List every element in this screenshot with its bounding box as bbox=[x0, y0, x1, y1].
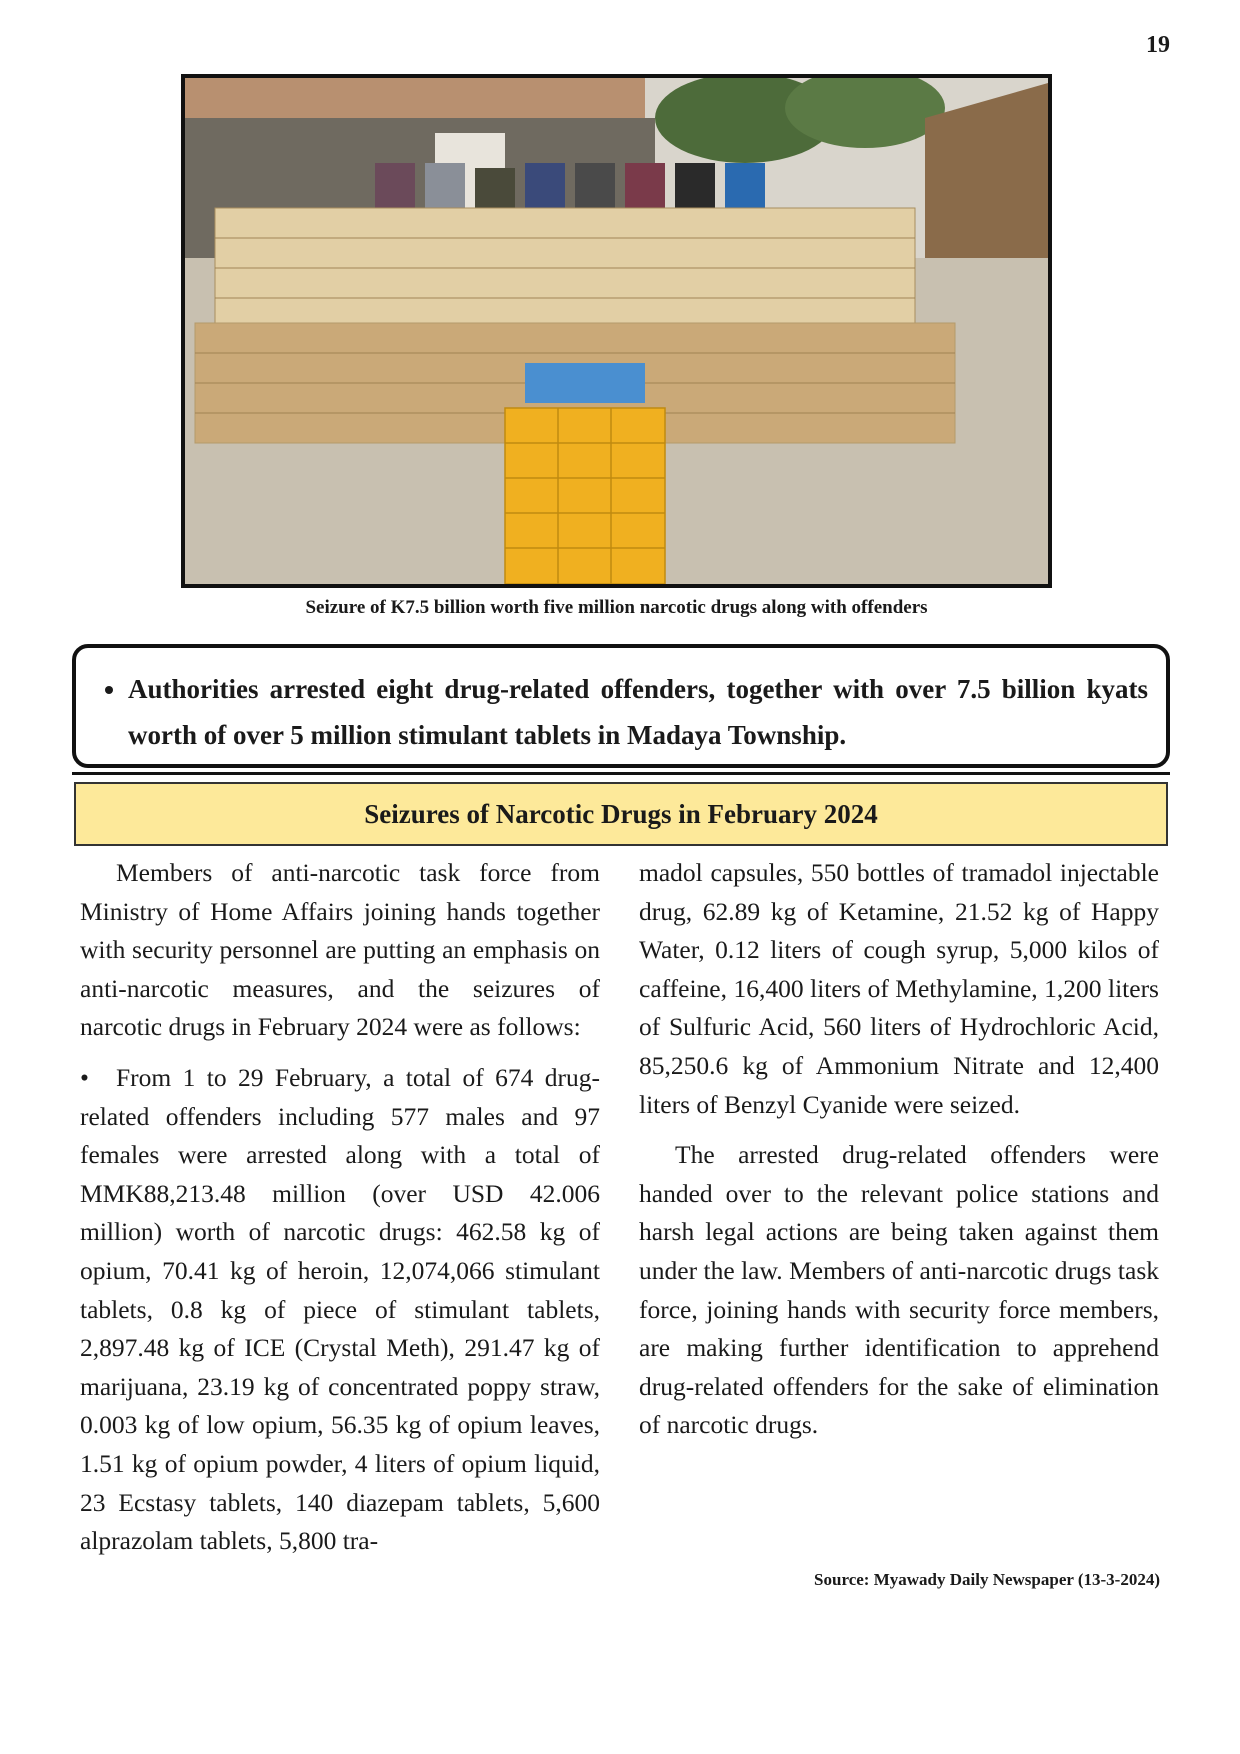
highlight-list bbox=[76, 648, 1166, 758]
highlight-text: • Authorities arrested eight drug-related offenders, together with over 7.5 billion kyats worth of over 5 million stimulant tablets in Madaya Township. bbox=[128, 666, 1148, 758]
highlight-underline bbox=[72, 772, 1170, 775]
page-number: 19 bbox=[1146, 32, 1170, 58]
bullet-text: From 1 to 29 February, a total of 674 drug-related offenders including 577 males and 97 females were arrested along with a total of MMK88,213.48 million (over USD 42.006 million) worth of narcotic drugs: 462.58 kg of opium, 70.41 kg of heroin, 12,074,066 stimulant tablets, 0.8 kg of piece of stimulant tablets, 2,897.48 kg of ICE (Crystal Meth), 291.47 kg of marijuana, 23.19 kg of concentrated poppy straw, 0.003 kg of low opium, 56.35 kg of opium leaves, 1.51 kg of opium powder, 4 liters of opium liquid, 23 Ecstasy tablets, 140 diazepam tablets, 5,600 alprazolam tablets, 5,800 tra- bbox=[80, 1062, 600, 1556]
intro-paragraph: Members of anti-narcotic task force from Ministry of Home Affairs joining hands together with security personnel are putting an emphasis on anti-narcotic measures, and the seizures of narcotic drugs in February 2024 were as follows: bbox=[80, 858, 600, 1042]
closing-paragraph: The arrested drug-related offenders were handed over to the relevant police stations and harsh legal actions are being taken against them under the law. Members of anti-narcotic drugs task force, joining hands with security force members, are making further identification to apprehend drug-related offenders for the sake of elimination of narcotic drugs. bbox=[639, 1140, 1159, 1440]
left-column bbox=[80, 854, 600, 1561]
photo-caption: Seizure of K7.5 billion worth five million narcotic drugs along with offenders bbox=[305, 597, 928, 618]
section-title: Seizures of Narcotic Drugs in February 2024 bbox=[74, 782, 1168, 846]
seizure-photo bbox=[181, 74, 1052, 588]
right-column bbox=[639, 854, 1159, 1445]
highlight-box bbox=[72, 644, 1170, 768]
yellow-packages bbox=[505, 408, 665, 584]
bullet-glyph: • bbox=[80, 1062, 89, 1092]
seizure-photo-illustration bbox=[185, 78, 1048, 584]
bullet-continuation: madol capsules, 550 bottles of tramadol injectable drug, 62.89 kg of Ketamine, 21.52 kg of Happy Water, 0.12 liters of cough syrup, 5,000 kilos of caffeine, 16,400 liters of Methylamine, 1,200 liters of Sulfuric Acid, 560 liters of Hydrochloric Acid, 85,250.6 kg of Ammonium Nitrate and 12,400 liters of Benzyl Cyanide were seized. bbox=[639, 858, 1159, 1119]
source-credit: Source: Myawady Daily Newspaper (13-3-2024) bbox=[814, 1570, 1160, 1589]
bullet-paragraph bbox=[80, 1059, 600, 1561]
